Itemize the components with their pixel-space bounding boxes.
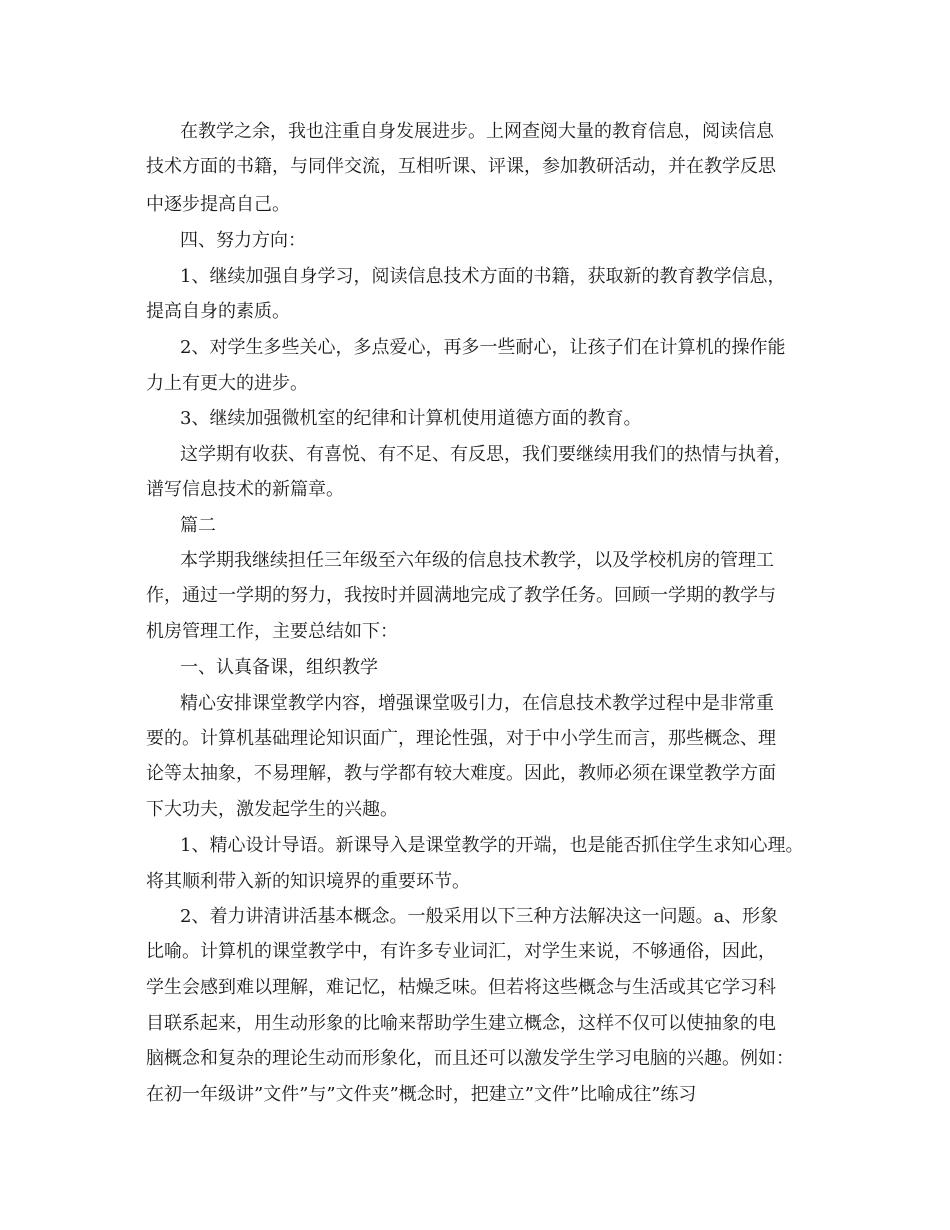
- text-line: 本学期我继续担任三年级至六年级的信息技术教学，以及学校机房的管理工: [180, 550, 774, 571]
- text-line: 中逐步提高自己。: [146, 194, 290, 215]
- list-item: 3、继续加强微机室的纪律和计算机使用道德方面的教育。: [180, 408, 642, 429]
- list-item: 1、继续加强自身学习，阅读信息技术方面的书籍，获取新的教育教学信息，: [180, 266, 786, 287]
- text-line: 这学期有收获、有喜悦、有不足、有反思，我们要继续用我们的热情与执着，: [180, 444, 792, 465]
- text-line: 提高自身的素质。: [146, 301, 290, 322]
- text-line: 目联系起来，用生动形象的比喻来帮助学生建立概念，这样不仅可以使抽象的电: [146, 1013, 776, 1034]
- text-line: 论等太抽象，不易理解，教与学都有较大难度。因此，教师必须在课堂教学方面: [146, 763, 776, 784]
- text-line: 机房管理工作，主要总结如下：: [146, 621, 398, 642]
- text-line: 力上有更大的进步。: [146, 373, 308, 394]
- list-item: 1、精心设计导语。新课导入是课堂教学的开端，也是能否抓住学生求知心理。: [180, 835, 804, 856]
- text-line: 在教学之余，我也注重自身发展进步。上网查阅大量的教育信息，阅读信息: [180, 121, 774, 142]
- section-heading: 一、认真备课，组织教学: [180, 657, 378, 678]
- text-line: 要的。计算机基础理论知识面广，理论性强，对于中小学生而言，那些概念、理: [146, 728, 776, 749]
- text-line: 脑概念和复杂的理论生动而形象化，而且还可以激发学生学习电脑的兴趣。例如：: [146, 1048, 794, 1069]
- text-line: 技术方面的书籍，与同伴交流，互相听课、评课，参加教研活动，并在教学反思: [146, 156, 776, 177]
- text-line: 精心安排课堂教学内容，增强课堂吸引力，在信息技术教学过程中是非常重: [180, 693, 774, 714]
- text-line: 下大功夫，激发起学生的兴趣。: [146, 799, 398, 820]
- text-line: 学生会感到难以理解，难记忆，枯燥乏味。但若将这些概念与生活或其它学习科: [146, 977, 776, 998]
- text-line: 将其顺利带入新的知识境界的重要环节。: [146, 871, 470, 892]
- text-line: 作，通过一学期的努力，我按时并圆满地完成了教学任务。回顾一学期的教学与: [146, 585, 776, 606]
- section-heading: 篇二: [180, 515, 216, 536]
- text-line: 谱写信息技术的新篇章。: [146, 479, 344, 500]
- text-line: 比喻。计算机的课堂教学中，有许多专业词汇，对学生来说，不够通俗，因此，: [146, 941, 776, 962]
- text-line: 在初一年级讲”文件”与”文件夹”概念时，把建立”文件”比喻成往”练习: [146, 1084, 697, 1105]
- list-item: 2、着力讲清讲活基本概念。一般采用以下三种方法解决这一问题。a、形象: [180, 906, 779, 927]
- list-item: 2、对学生多些关心，多点爱心，再多一些耐心，让孩子们在计算机的操作能: [180, 337, 786, 358]
- section-heading: 四、努力方向：: [180, 230, 306, 251]
